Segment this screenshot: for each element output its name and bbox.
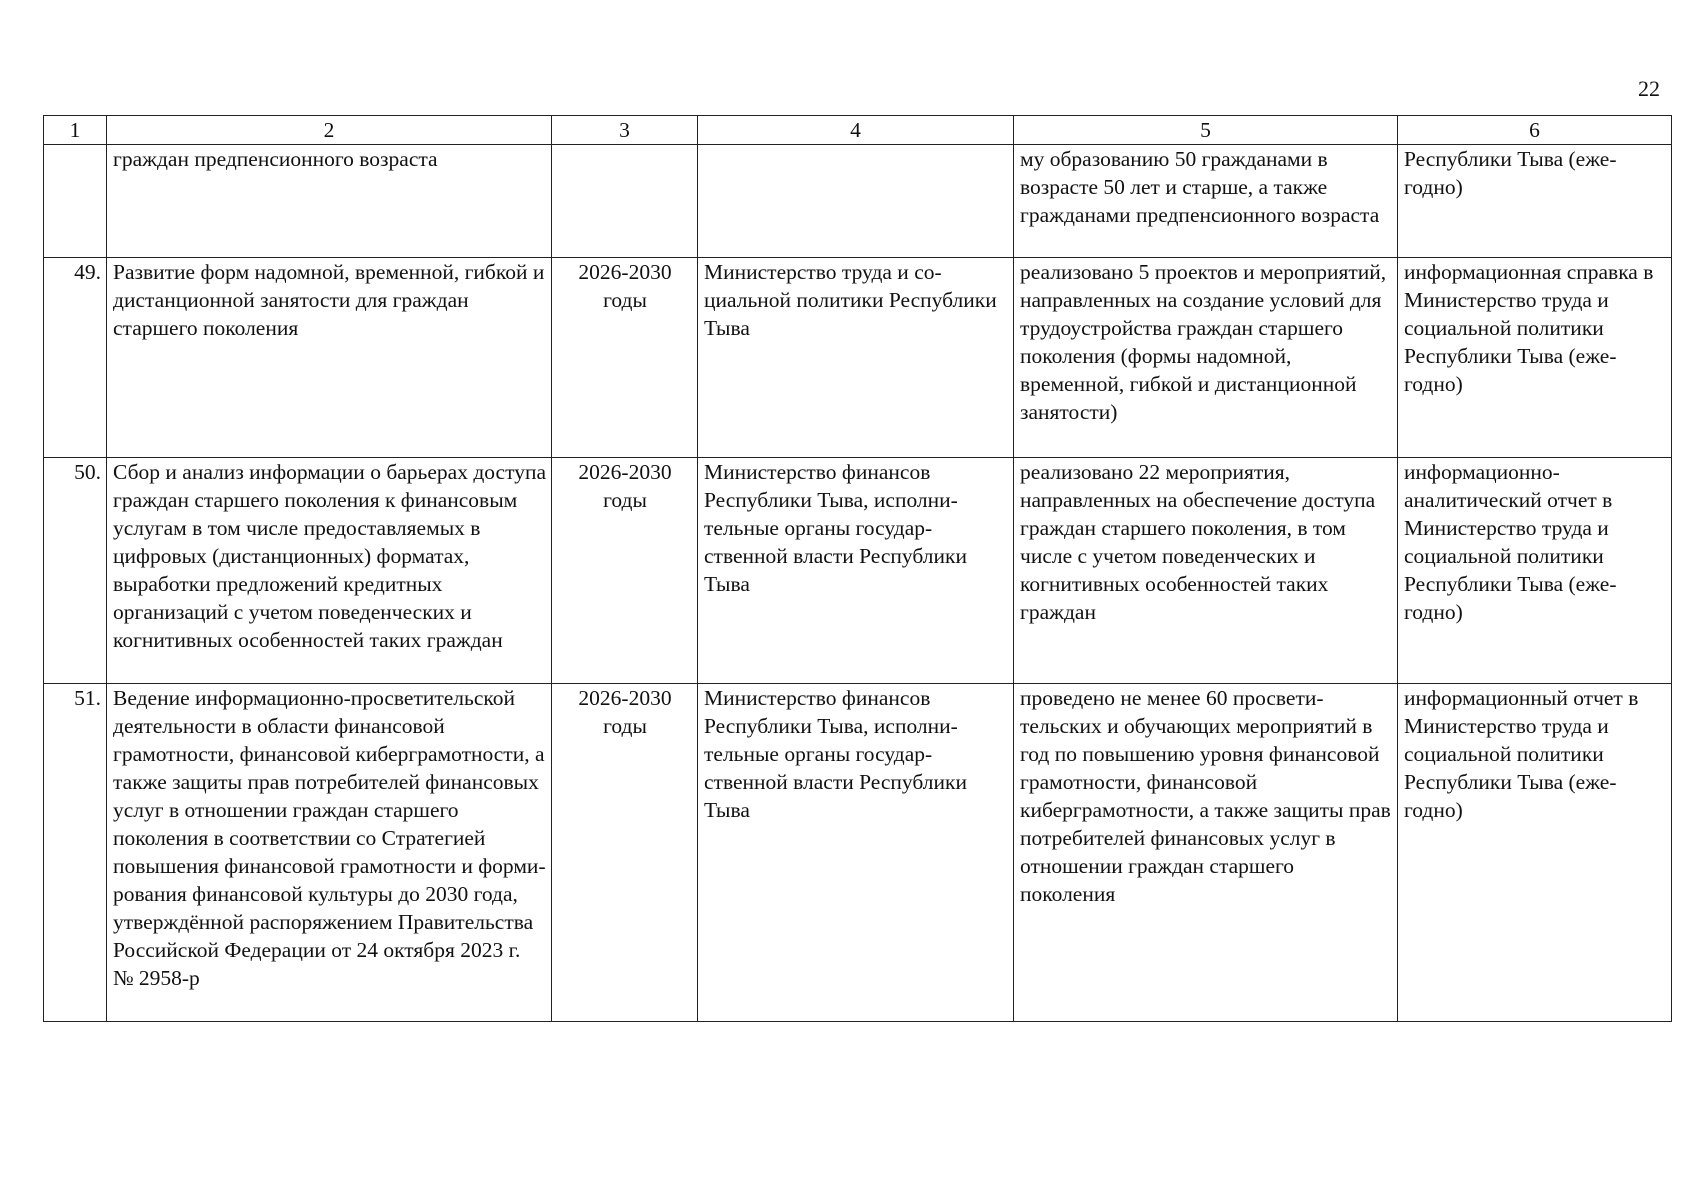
measure-cell: граждан предпенсионного возраста <box>107 145 552 258</box>
header-cell-3: 3 <box>552 116 698 145</box>
header-cell-6: 6 <box>1398 116 1672 145</box>
executors-cell: Министерство труда и социальной политики Республики Тыва <box>698 258 1014 458</box>
result-cell: му образованию 50 гражданами в возрасте 50 лет и старше, а также гражданами предпенсионного возраста <box>1014 145 1398 258</box>
header-cell-5: 5 <box>1014 116 1398 145</box>
period-cell: 2026-2030 годы <box>552 258 698 458</box>
result-cell: проведено не менее 60 просветительских и обучающих мероприятий в год по повышению уровня финансовой грамотности, финансовой киберграмотности, а также защиты прав потребителей финансовых услуг в отношении граждан старшего поколения <box>1014 684 1398 1022</box>
report-cell: информационный отчет в Министерство труда и социальной политики Республики Тыва (ежегодно) <box>1398 684 1672 1022</box>
period-cell: 2026-2030 годы <box>552 684 698 1022</box>
report-cell: информационная справка в Министерство труда и социальной политики Республики Тыва (ежегодно) <box>1398 258 1672 458</box>
period-cell <box>552 145 698 258</box>
report-cell: Республики Тыва (ежегодно) <box>1398 145 1672 258</box>
measure-cell: Сбор и анализ информации о барьерах доступа граждан старшего поколения к финансовым услугам в том числе предоставляемых в цифровых (дистанционных) форматах, выработки предложений кредитных организаций с учетом поведенческих и когнитивных особенностей таких граждан <box>107 458 552 684</box>
result-cell: реализовано 5 проектов и мероприятий, направленных на создание условий для трудоустройства граждан старшего поколения (формы надомной, временной, гибкой и дистанционной занятости) <box>1014 258 1398 458</box>
table-row <box>44 258 1672 458</box>
row-number: 51. <box>44 684 107 1022</box>
page-number: 22 <box>1638 76 1660 101</box>
table-row <box>44 684 1672 1022</box>
executors-cell: Министерство финансов Республики Тыва, исполнительные органы государственной власти Республики Тыва <box>698 458 1014 684</box>
report-cell: информационно-аналитический отчет в Министерство труда и социальной политики Республики Тыва (ежегодно) <box>1398 458 1672 684</box>
row-number <box>44 145 107 258</box>
header-cell-1: 1 <box>44 116 107 145</box>
row-number: 50. <box>44 458 107 684</box>
table-row <box>44 458 1672 684</box>
table-row <box>44 145 1672 258</box>
header-row <box>44 116 1672 145</box>
period-cell: 2026-2030 годы <box>552 458 698 684</box>
row-number: 49. <box>44 258 107 458</box>
executors-cell <box>698 145 1014 258</box>
measure-cell: Развитие форм надомной, временной, гибкой и дистанционной занятости для граждан старшего поколения <box>107 258 552 458</box>
measure-cell: Ведение информационно-просветительской деятельности в области финансовой грамотности, финансовой киберграмотности, а также защиты прав потребителей финансовых услуг в отношении граждан старшего поколения в соответствии со Стратегией повышения финансовой грамотности и формирования финансовой культуры до 2030 года, утверждённой распоряжением Правительства Российской Федерации от 24 октября 2023 г. № 2958-р <box>107 684 552 1022</box>
header-cell-2: 2 <box>107 116 552 145</box>
executors-cell: Министерство финансов Республики Тыва, исполнительные органы государственной власти Республики Тыва <box>698 684 1014 1022</box>
result-cell: реализовано 22 мероприятия, направленных на обеспечение доступа граждан старшего поколения, в том числе с учетом поведенческих и когнитивных особенностей таких граждан <box>1014 458 1398 684</box>
action-plan-table <box>43 115 1672 1022</box>
header-cell-4: 4 <box>698 116 1014 145</box>
